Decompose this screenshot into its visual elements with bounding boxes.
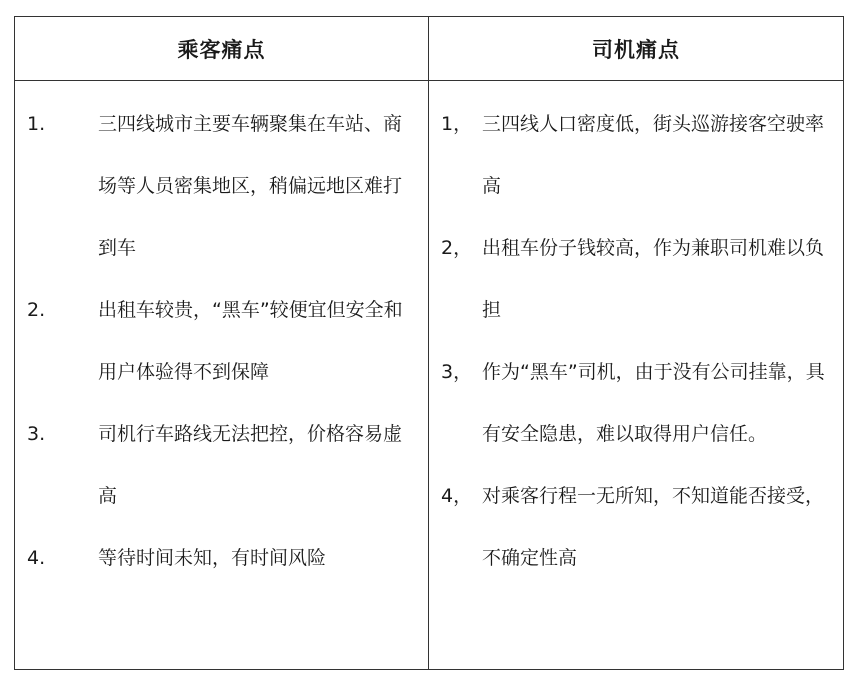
item-number: 4， <box>441 485 473 507</box>
item-number: 2. <box>27 299 46 321</box>
driver-header: 司机痛点 <box>429 17 843 81</box>
pain-points-table <box>14 16 844 670</box>
list-item <box>429 341 843 465</box>
item-number: 4. <box>27 547 46 569</box>
item-number: 3， <box>441 361 473 383</box>
item-text: 等待时间未知，有时间风险 <box>98 547 327 569</box>
item-number: 1. <box>27 113 46 135</box>
item-number: 2， <box>441 237 473 259</box>
list-item <box>15 403 428 527</box>
item-text: 出租车较贵，“黑车”较便宜但安全和用户体验得不到保障 <box>98 299 403 383</box>
list-item <box>15 279 428 403</box>
item-text: 出租车份子钱较高，作为兼职司机难以负担 <box>482 237 825 321</box>
item-text: 三四线人口密度低，街头巡游接客空驶率高 <box>482 113 825 197</box>
list-item <box>15 527 428 589</box>
item-text: 对乘客行程一无所知，不知道能否接受，不确定性高 <box>482 485 825 569</box>
item-number: 1， <box>441 113 473 135</box>
passenger-pain-list <box>15 81 429 669</box>
item-text: 三四线城市主要车辆聚集在车站、商场等人员密集地区，稍偏远地区难打到车 <box>98 113 403 259</box>
list-item <box>429 93 843 217</box>
list-item <box>429 217 843 341</box>
driver-pain-list <box>429 81 843 669</box>
passenger-header: 乘客痛点 <box>15 17 429 81</box>
item-number: 3. <box>27 423 46 445</box>
item-text: 作为“黑车”司机，由于没有公司挂靠，具有安全隐患，难以取得用户信任。 <box>482 361 825 445</box>
item-text: 司机行车路线无法把控，价格容易虚高 <box>98 423 403 507</box>
list-item <box>15 93 428 279</box>
list-item <box>429 465 843 589</box>
